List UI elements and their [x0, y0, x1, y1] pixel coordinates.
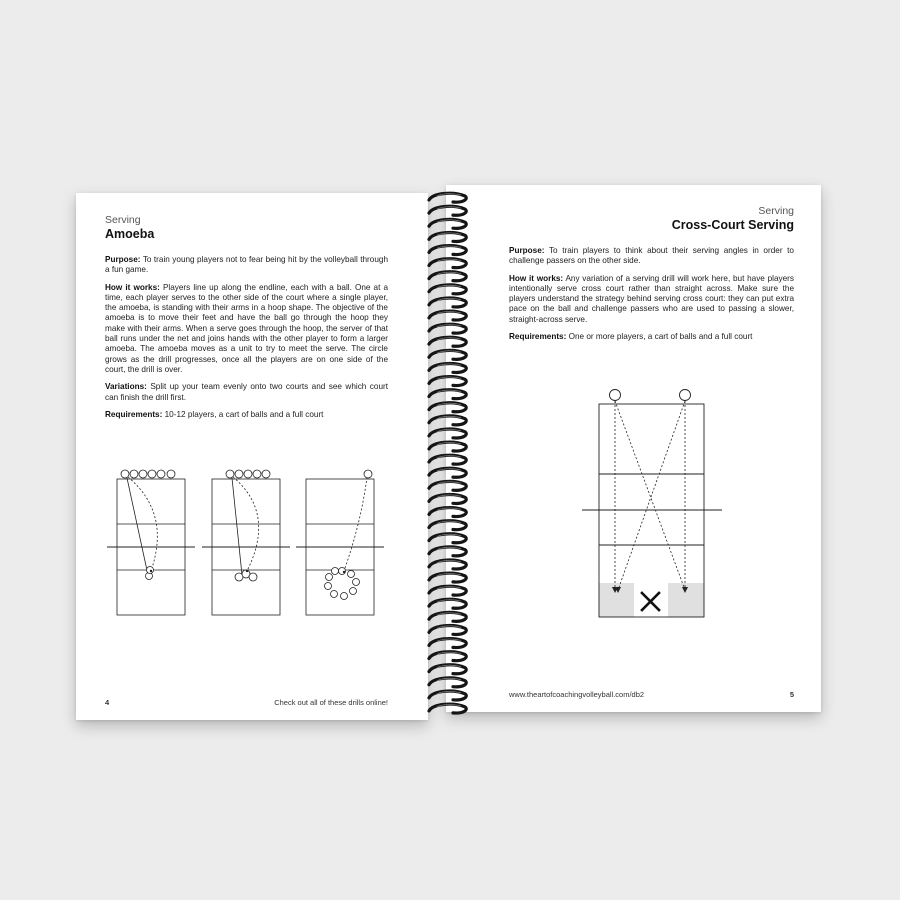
purpose-paragraph — [105, 255, 388, 276]
how-it-works-paragraph — [105, 283, 388, 376]
purpose-label: Purpose: — [509, 246, 545, 255]
requirements-paragraph — [509, 332, 794, 342]
requirements-label: Requirements: — [105, 409, 163, 419]
variations-paragraph — [105, 382, 388, 403]
requirements-paragraph — [105, 410, 388, 420]
footer-url: www.theartofcoachingvolleyball.com/db2 — [509, 690, 645, 699]
page-number: 5 — [789, 690, 794, 699]
amoeba-court-diagrams — [76, 463, 428, 623]
how-it-works-label: How it works: — [509, 273, 564, 283]
right-page — [446, 185, 821, 712]
how-it-works-text: Players line up along the endline, each with a ball. One at a time, each player serves to the other side of the court where a single player, the amoeba, is standing with their arms in a hoop shape. The objective of the amoeba is to move their feet and have the ball go through the hoop they make with their arms. When a serve goes through the hoop, the server of that ball runs under the net and joins hands with the other player to form a larger amoeba. The amoeba moves as a unit to try to meet the serve. The circle grows as the drill progresses, once all the players are on one side of the court, the drill is over. — [105, 282, 388, 374]
footer-text: Check out all of these drills online! — [274, 698, 388, 707]
requirements-label: Requirements: — [509, 332, 567, 342]
requirements-text: 10-12 players, a cart of balls and a full court — [164, 409, 324, 419]
page-number: 4 — [105, 698, 110, 707]
right-page-content — [509, 205, 794, 349]
spiral-binding — [423, 190, 471, 720]
x-mark-icon — [642, 593, 659, 610]
how-it-works-label: How it works: — [105, 282, 160, 292]
variations-text: Split up your team evenly onto two courts and see which court can finish the drill first. — [105, 382, 388, 402]
drill-title: Amoeba — [105, 227, 155, 241]
section-label: Serving — [105, 214, 141, 226]
purpose-paragraph — [509, 246, 794, 267]
left-page — [76, 193, 428, 720]
purpose-label: Purpose: — [105, 255, 141, 264]
requirements-text: One or more players, a cart of balls and a full court — [568, 332, 753, 342]
purpose-text: To train young players not to fear being hit by the volleyball through a fun game. — [105, 255, 388, 275]
section-label: Serving — [758, 205, 794, 217]
purpose-text: To train players to think about their serving angles in order to challenge passers on the other side. — [509, 246, 794, 266]
variations-label: Variations: — [105, 382, 147, 392]
how-it-works-text: Any variation of a serving drill will work here, but have players intentionally serve cross court rather than straight across. Make sure the players understand the strategy behind serving cross court: they can put extra pace on the ball and challenge passers who are used to passing a slower, straight-across serve. — [509, 273, 794, 324]
how-it-works-paragraph — [509, 274, 794, 325]
cross-court-diagram — [446, 385, 821, 625]
drill-title: Cross-Court Serving — [671, 218, 794, 232]
left-page-content — [105, 214, 388, 427]
